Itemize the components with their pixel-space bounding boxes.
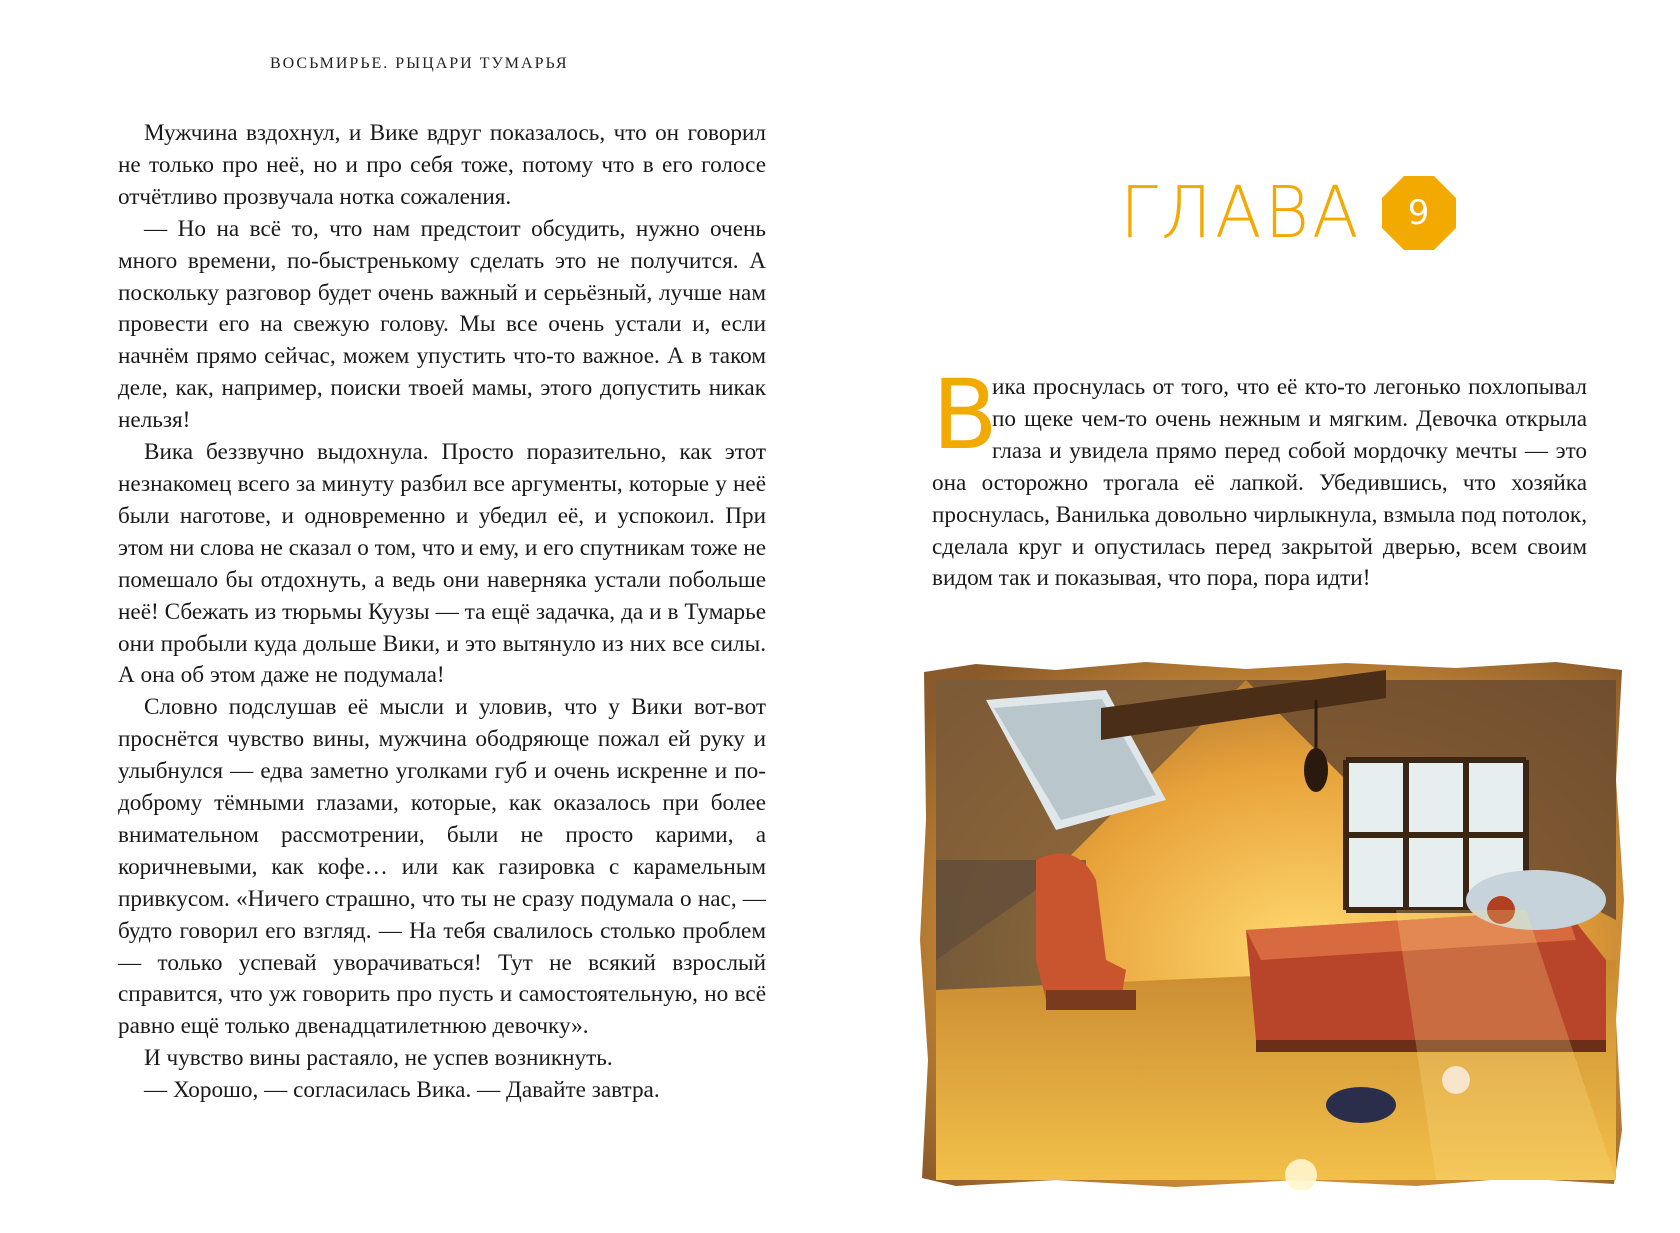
paragraph: — Но на всё то, что нам предстоит обсудить, нужно очень много времени, по-быстренькому сделать это не получится. А поскольку разговор будет очень важный и серьёзный, лучше нам провести его на свежую голову. Мы все очень устали и, если начнём прямо сейчас, можем упустить что-то важное. А в таком деле, как, например, поиски твоей мамы, этого допустить никак нельзя! bbox=[118, 215, 766, 434]
running-head: ВОСЬМИРЬЕ. РЫЦАРИ ТУМАРЬЯ bbox=[270, 55, 569, 72]
paragraph: И чувство вины растаяло, не успев возникнуть. bbox=[144, 1045, 613, 1072]
chapter-opening-text bbox=[932, 359, 1587, 595]
attic-bedroom-illustration bbox=[916, 660, 1628, 1190]
chapter-number: 9 bbox=[1407, 193, 1430, 233]
paragraph: Словно подслушав её мысли и уловив, что у Вики вот-вот проснётся чувство вины, мужчина ободряюще пожал ей руку и улыбнулся — едва заметно уголками губ и очень искренне и по-доброму тёмными глазами, которые, как оказалось при более внимательном рассмотрении, были не просто карими, а коричневыми, как кофе… или как газировка с карамельным привкусом. «Ничего страшно, что ты не сразу подумала о нас, — будто говорил его взгляд. — На тебя свалилось столько проблем — только успевай уворачиваться! Тут не всякий взрослый справится, что уж говорить про пусть и самостоятельную, но всё равно ещё только двенадцатилетнюю девочку». bbox=[118, 694, 766, 1040]
chapter-title: ГЛАВА bbox=[1120, 171, 1362, 255]
paragraph: ика проснулась от того, что её кто-то легонько похлопывал по щеке чем-то очень нежным и мягким. Девочка открыла глаза и увидела прямо перед собой мордочку мечты — это она осторожно трогала её лапкой. Убедившись, что хозяйка проснулась, Ванилька довольно чирлыкнула, взмыла под потолок, сделала круг и опустилась перед закрытой дверью, всем своим видом так и показывая, что пора, пора идти! bbox=[932, 374, 1587, 592]
body-text bbox=[118, 118, 766, 1107]
right-page bbox=[840, 0, 1680, 1233]
chapter-heading bbox=[1120, 168, 1458, 258]
paragraph: — Хорошо, — согласилась Вика. — Давайте завтра. bbox=[144, 1077, 660, 1104]
paragraph: Вика беззвучно выдохнула. Просто поразительно, как этот незнакомец всего за минуту разбил все аргументы, которые у неё были наготове, и одновременно и убедил её, и успокоил. При этом ни слова не сказал о том, что и ему, и его спутникам тоже не помешало бы отдохнуть, а ведь они наверняка устали побольше неё! Сбежать из тюрьмы Куузы — та ещё задачка, да и в Тумарье они пробыли куда дольше Вики, и это вытянуло из них все силы. А она об этом даже не подумала! bbox=[118, 439, 766, 689]
paragraph: Мужчина вздохнул, и Вике вдруг показалось, что он говорил не только про неё, но и про себя тоже, потому что в его голосе отчётливо прозвучала нотка сожаления. bbox=[118, 120, 766, 210]
drop-cap: В bbox=[932, 359, 998, 471]
chapter-number-badge bbox=[1380, 174, 1458, 252]
